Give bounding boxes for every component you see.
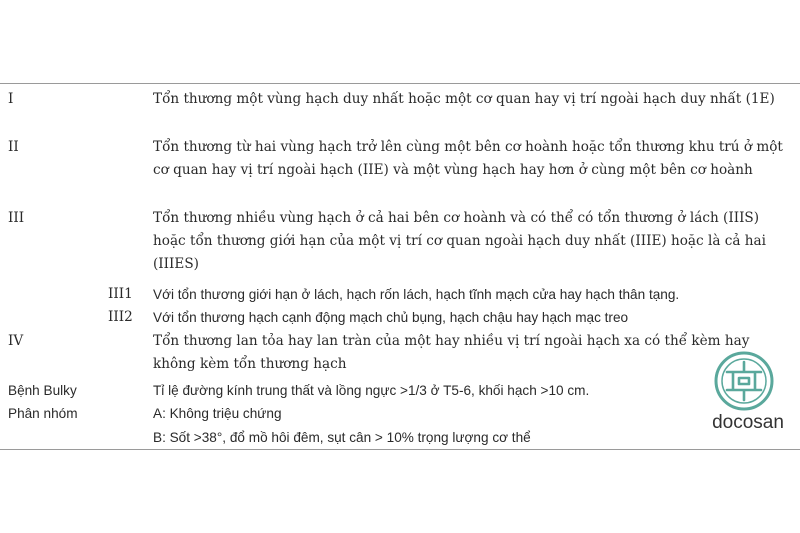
table-bottom-rule	[0, 449, 800, 450]
stage-description: Tổn thương lan tỏa hay lan tràn của một hay nhiều vị trí ngoài hạch xa có thể kèm hay không kèm tổn thương hạch	[153, 333, 750, 372]
docosan-emblem-icon	[713, 350, 775, 412]
stage-description: Tổn thương một vùng hạch duy nhất hoặc một cơ quan hay vị trí ngoài hạch duy nhất (1E)	[153, 91, 775, 107]
stage-label: II	[8, 139, 19, 155]
stage-description: B: Sốt >38°, đổ mồ hôi đêm, sụt cân > 10% trọng lượng cơ thể	[153, 430, 531, 445]
stage-description: Tổn thương từ hai vùng hạch trở lên cùng một bên cơ hoành hoặc tổn thương khu trú ở một cơ quan hay vị trí ngoài hạch (IIE) và một vùng hạch hay hơn ở cùng một bên cơ hoành	[153, 139, 783, 178]
stage-description: A: Không triệu chứng	[153, 406, 282, 421]
stage-label: III	[8, 210, 25, 226]
substage-label: III2	[108, 309, 133, 325]
logo-text: docosan	[712, 412, 784, 433]
stage-description: Tỉ lệ đường kính trung thất và lồng ngực >1/3 ở T5-6, khối hạch >10 cm.	[153, 383, 590, 398]
docosan-logo	[700, 350, 800, 442]
stage-label: Bệnh Bulky	[8, 383, 77, 398]
stage-description: Với tổn thương hạch cạnh động mạch chủ bụng, hạch chậu hay hạch mạc treo	[153, 310, 629, 325]
stage-label: IV	[8, 333, 24, 349]
stage-label: I	[8, 91, 14, 107]
stage-description: Với tổn thương giới hạn ở lách, hạch rốn lách, hạch tĩnh mạch cửa hay hạch thân tạng.	[153, 287, 680, 302]
stage-description: Tổn thương nhiều vùng hạch ở cả hai bên cơ hoành và có thể có tổn thương ở lách (IIIS) hoặc tổn thương giới hạn của một vị trí cơ quan ngoài hạch duy nhất (IIIE) hoặc là cả hai (IIIES)	[153, 210, 766, 272]
stage-label: Phân nhóm	[8, 406, 78, 421]
table-top-rule	[0, 83, 800, 84]
substage-label: III1	[108, 286, 133, 302]
